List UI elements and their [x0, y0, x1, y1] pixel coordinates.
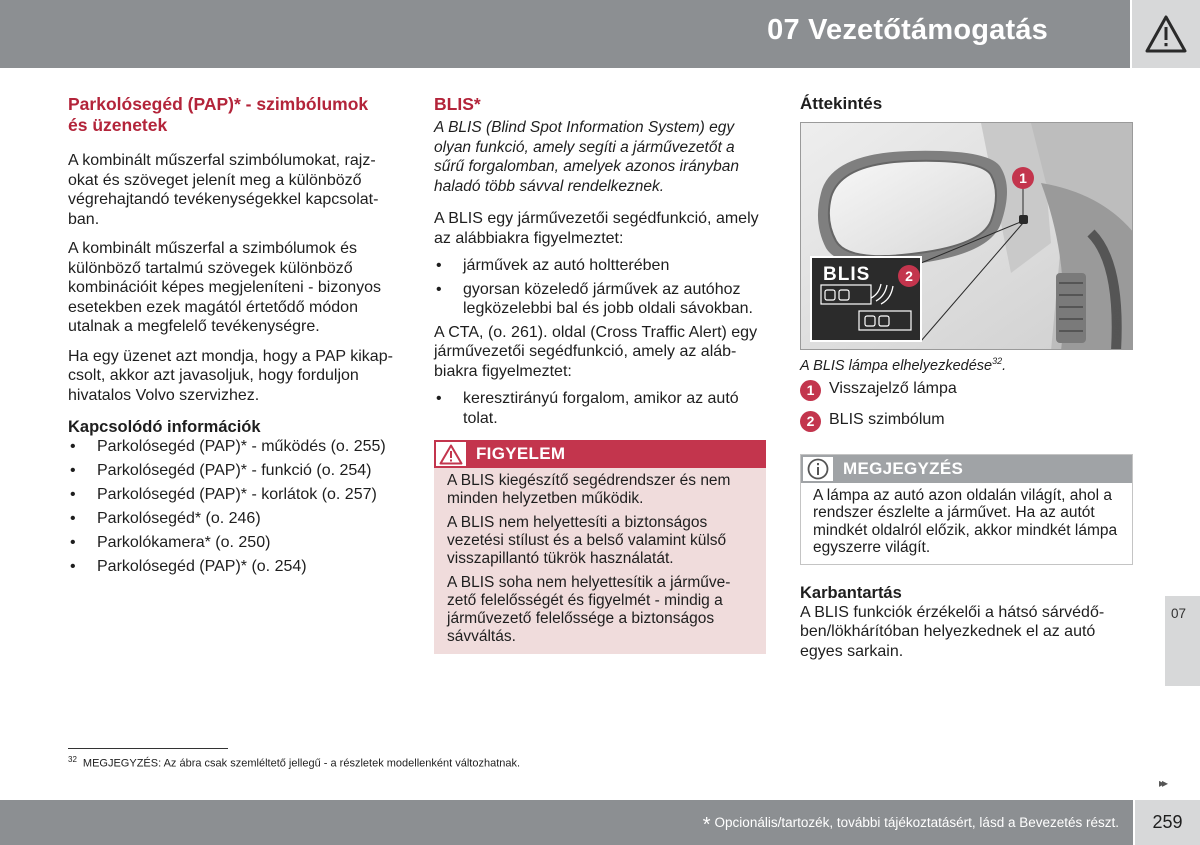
related-info-heading: Kapcsolódó információk — [68, 418, 261, 436]
header-bar — [0, 0, 1130, 68]
footnote — [68, 755, 520, 770]
column-overview — [800, 94, 1133, 661]
chapter-icon-box — [1132, 0, 1200, 68]
warning-header — [434, 440, 766, 468]
blis-badge-text: BLIS — [823, 264, 871, 285]
warning-paragraph: A BLIS nem helyettesíti a biztonságos vezetési stílust és a belső valamint külső visszapillantó tükrök használatát. — [447, 514, 727, 567]
paragraph: A CTA, (o. 261). oldal (Cross Traffic Alert) egy járművezetői segédfunkció, amely az aláb-biakra figyelmeztet: — [434, 323, 758, 380]
note-text: A lámpa az autó azon oldalán világít, ahol a rendszer észlelte a járművet. Ha az autót mindkét oldalról előzik, akkor mindkét lámpa egyszerre világít. — [813, 486, 1118, 557]
paragraph: A BLIS egy járművezetői segédfunkció, amely az alábbiakra figyelmeztet: — [434, 210, 759, 247]
intro-italic: A BLIS (Blind Spot Information System) egy olyan funkció, amely segíti a járművezetőt a sűrű forgalomban, amelyek azonos irányban haladó több sávval rendelkeznek. — [434, 119, 740, 195]
continue-arrows-icon: ▸▸ — [1159, 776, 1166, 790]
note-box — [800, 454, 1133, 565]
blis-lamp-figure — [800, 122, 1133, 350]
warning-icon-box — [434, 440, 468, 468]
warning-triangle-icon — [1144, 14, 1188, 54]
legend-number-badge: 1 — [800, 380, 821, 401]
warning-body — [434, 468, 766, 654]
figure-code: G046000 — [1113, 306, 1122, 339]
footnote-rule — [68, 748, 228, 749]
note-icon-box — [801, 455, 835, 483]
legend-item — [800, 411, 1133, 432]
chapter-title: 07 Vezetőtámogatás — [767, 14, 1048, 46]
list-item: • járművek az autó holtterében — [434, 256, 769, 276]
paragraph: Ha egy üzenet azt mondja, hogy a PAP kikap-csolt, akkor azt javasoljuk, hogy forduljon hivatalos Volvo szervizhez. — [68, 347, 393, 404]
footnote-text: MEGJEGYZÉS: Az ábra csak szemléltető jellegű - a részletek modellenként változhatnak. — [82, 757, 521, 770]
figure-marker-1: 1 — [1019, 170, 1027, 186]
section-heading-blis: BLIS* — [434, 94, 481, 114]
caption-end: . — [1002, 357, 1007, 374]
related-link[interactable]: • Parkolósegéd (PAP)* - működés (o. 255) — [68, 437, 398, 457]
asterisk: * — [702, 814, 711, 836]
blis-warnings-list — [434, 256, 769, 319]
paragraph: A kombinált műszerfal a szimbólumok és különböző tartalmú szövegek különböző kombinációit képes megjeleníteni - bizonyos esetekben ezek magától értetődő módon utalnak a megfelelő tevékenységre. — [68, 240, 382, 335]
column-pap-symbols — [68, 94, 398, 582]
footer-note-text: Opcionális/tartozék, további tájékoztatásért, lásd a Bevezetés részt. — [714, 815, 1119, 830]
list-item: • keresztirányú forgalom, amikor az autó tolat. — [434, 389, 769, 428]
footer-note — [703, 814, 1119, 837]
warning-paragraph: A BLIS kiegészítő segédrendszer és nem minden helyzetben működik. — [447, 472, 731, 507]
overview-heading: Áttekintés — [800, 94, 883, 113]
list-item: • gyorsan közeledő járművek az autóhoz legközelebbi bal és jobb oldali sávokban. — [434, 280, 769, 319]
related-link[interactable]: • Parkolókamera* (o. 250) — [68, 533, 398, 553]
note-title: MEGJEGYZÉS — [843, 458, 964, 478]
legend-item — [800, 380, 1133, 401]
figure-marker-2: 2 — [905, 268, 913, 284]
column-blis — [434, 94, 769, 654]
warning-title: FIGYELEM — [476, 444, 566, 463]
cta-warnings-list — [434, 389, 769, 428]
caption-text: A BLIS lámpa elhelyezkedése — [800, 357, 993, 374]
info-icon — [807, 458, 829, 480]
maintenance-text: A BLIS funkciók érzékelői a hátsó sárvédő-ben/lökhárítóban helyezkednek el az autó egyes sarkain. — [800, 603, 1105, 660]
legend-label: Visszajelző lámpa — [829, 379, 957, 397]
warning-box — [434, 440, 766, 654]
mirror-illustration — [801, 123, 1133, 350]
related-link[interactable]: • Parkolósegéd* (o. 246) — [68, 509, 398, 529]
related-link[interactable]: • Parkolósegéd (PAP)* (o. 254) — [68, 557, 398, 577]
related-link[interactable]: • Parkolósegéd (PAP)* - korlátok (o. 257) — [68, 485, 398, 505]
page-number: 259 — [1135, 800, 1200, 845]
figure-caption — [800, 356, 1133, 374]
footer-bar — [0, 800, 1133, 845]
related-link[interactable]: • Parkolósegéd (PAP)* - funkció (o. 254) — [68, 461, 398, 481]
paragraph: A kombinált műszerfal szimbólumokat, rajz-okat és szöveget jelenít meg a különböző végrehajtandó tevékenységekkel kapcsolat-ban. — [68, 152, 379, 228]
chapter-side-tab: 07 — [1165, 596, 1200, 686]
note-body — [801, 483, 1132, 564]
note-header — [801, 455, 1132, 483]
warning-paragraph: A BLIS soha nem helyettesítik a járműve-zető felelősségét és figyelmét - mindig a járművezető felelőssége a biztonságos sávváltás. — [447, 574, 731, 645]
section-heading-pap: Parkolósegéd (PAP)* - szimbólumok és üzenetek — [68, 94, 369, 135]
legend-label: BLIS szimbólum — [829, 410, 945, 428]
warning-triangle-icon — [439, 444, 463, 465]
legend-number-badge: 2 — [800, 411, 821, 432]
maintenance-heading: Karbantartás — [800, 583, 902, 602]
related-links-list — [68, 437, 398, 577]
footnote-ref: 32 — [992, 356, 1003, 366]
footnote-number: 32 — [68, 755, 77, 764]
